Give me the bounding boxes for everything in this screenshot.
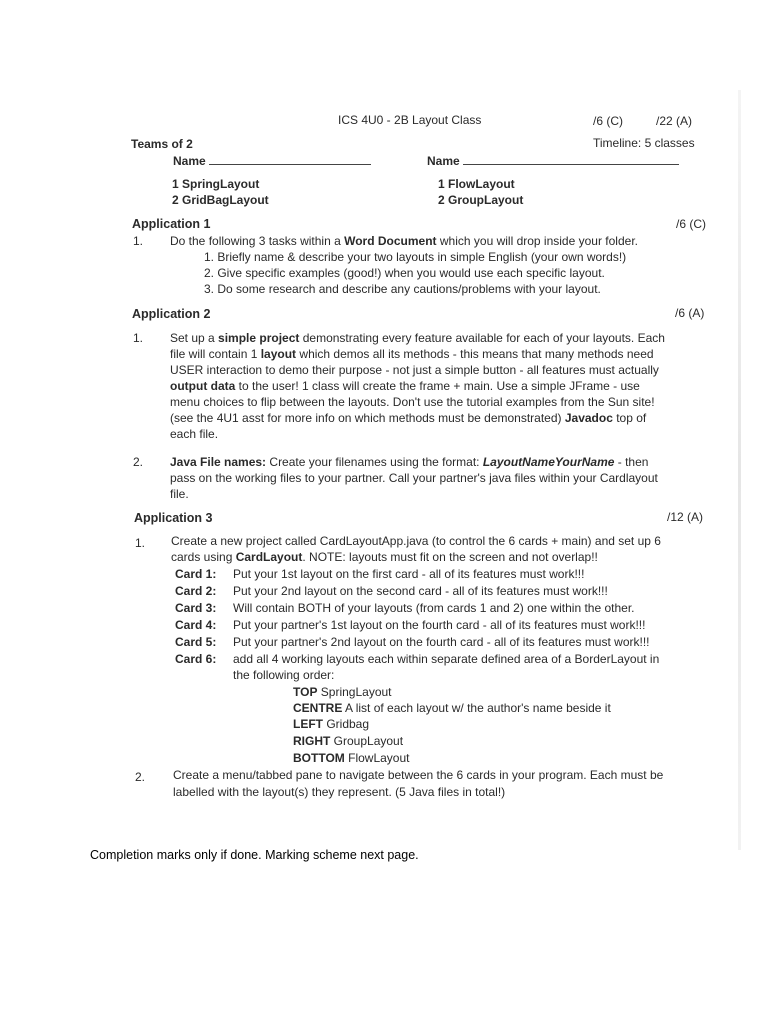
app3-p2-line2: labelled with the layout(s) they represent. (5 Java files in total!) [173, 785, 506, 799]
timeline: Timeline: 5 classes [593, 136, 695, 150]
name-field-2 [427, 153, 679, 168]
card-2-label: Card 2: [175, 584, 217, 598]
app1-intro: Do the following 3 tasks within a Word Document which you will drop inside your folder. [170, 234, 638, 248]
app1-marks: /6 (C) [676, 217, 706, 231]
teams-label: Teams of 2 [131, 137, 193, 151]
order-left: LEFT Gridbag [293, 717, 370, 731]
app1-num: 1. [133, 234, 144, 248]
card-4-text: Put your partner's 1st layout on the fourth card - all of its features must work!!! [233, 618, 646, 632]
card-3-label: Card 3: [175, 601, 217, 615]
app2-p2-line1: Java File names: Create your filenames using the format: LayoutNameYourName - then [170, 455, 649, 469]
marks-communication: /6 (C) [593, 114, 623, 128]
layout-1b: 1 FlowLayout [438, 177, 515, 191]
name-blank-1 [209, 153, 371, 165]
card-3-text: Will contain BOTH of your layouts (from cards 1 and 2) one within the other. [233, 601, 635, 615]
app2-marks: /6 (A) [675, 306, 705, 320]
card-6-text: add all 4 working layouts each within separate defined area of a BorderLayout in [233, 652, 660, 666]
card-5-label: Card 5: [175, 635, 217, 649]
completion-note: Completion marks only if done. Marking scheme next page. [90, 848, 419, 862]
app1-title: Application 1 [132, 217, 211, 231]
app2-p1-line5: menu choices to flip between the layouts. Don't use the tutorial examples from the Sun site! [170, 395, 655, 409]
card-4-label: Card 4: [175, 618, 217, 632]
worksheet-title: ICS 4U0 - 2B Layout Class [338, 113, 482, 127]
layout-2a: 2 GridBagLayout [172, 193, 269, 207]
order-bottom: BOTTOM FlowLayout [293, 751, 410, 765]
app3-num-2: 2. [135, 770, 146, 784]
app2-p1-line6: (see the 4U1 asst for more info on which methods must be demonstrated) Javadoc top of [170, 411, 647, 425]
name-field-1 [173, 153, 371, 168]
app2-p1-line4: output data to the user! 1 class will create the frame + main. Use a simple JFrame - use [170, 379, 640, 393]
app2-p1-line1: Set up a simple project demonstrating every feature available for each of your layouts. Each [170, 331, 665, 345]
app2-p1-line7: each file. [170, 427, 219, 441]
app3-p2-line1: Create a menu/tabbed pane to navigate between the 6 cards in your program. Each must be [173, 768, 664, 782]
app3-title: Application 3 [134, 511, 213, 525]
layout-1a: 1 SpringLayout [172, 177, 260, 191]
app1-item-1: 1. Briefly name & describe your two layouts in simple English (your own words!) [204, 250, 627, 264]
order-right: RIGHT GroupLayout [293, 734, 404, 748]
name-blank-2 [463, 153, 679, 165]
app2-p2-line3: file. [170, 487, 189, 501]
card-1-label: Card 1: [175, 567, 217, 581]
app2-p1-line2: file will contain 1 layout which demos all its methods - this means that many methods need [170, 347, 654, 361]
order-centre: CENTRE A list of each layout w/ the author's name beside it [293, 701, 611, 715]
app1-item-2: 2. Give specific examples (good!) when you would use each specific layout. [204, 266, 605, 280]
app2-p1-line3: USER interaction to demo their purpose - not just a simple button - all features must actually [170, 363, 659, 377]
app3-p1-line2: cards using CardLayout. NOTE: layouts must fit on the screen and not overlap!! [171, 550, 598, 564]
app1-item-3: 3. Do some research and describe any cautions/problems with your layout. [204, 282, 601, 296]
app3-p1-line1: Create a new project called CardLayoutApp.java (to control the 6 cards + main) and set up 6 [171, 534, 661, 548]
name-label-2: Name [427, 154, 460, 168]
card-6-continued: the following order: [233, 668, 335, 682]
scan-edge-shadow [738, 90, 741, 850]
app2-num-2: 2. [133, 455, 144, 469]
order-top: TOP SpringLayout [293, 685, 392, 699]
app2-p2-line2: pass on the working files to your partner. Call your partner's java files within your Cardlayout [170, 471, 658, 485]
card-6-label: Card 6: [175, 652, 217, 666]
marks-application: /22 (A) [656, 114, 693, 128]
layout-2b: 2 GroupLayout [438, 193, 524, 207]
card-5-text: Put your partner's 2nd layout on the fourth card - all of its features must work!!! [233, 635, 650, 649]
card-2-text: Put your 2nd layout on the second card - all of its features must work!!! [233, 584, 608, 598]
card-1-text: Put your 1st layout on the first card - all of its features must work!!! [233, 567, 585, 581]
app3-num-1: 1. [135, 536, 146, 550]
name-label-1: Name [173, 154, 206, 168]
app3-marks: /12 (A) [667, 510, 704, 524]
app2-num-1: 1. [133, 331, 144, 345]
app2-title: Application 2 [132, 307, 211, 321]
